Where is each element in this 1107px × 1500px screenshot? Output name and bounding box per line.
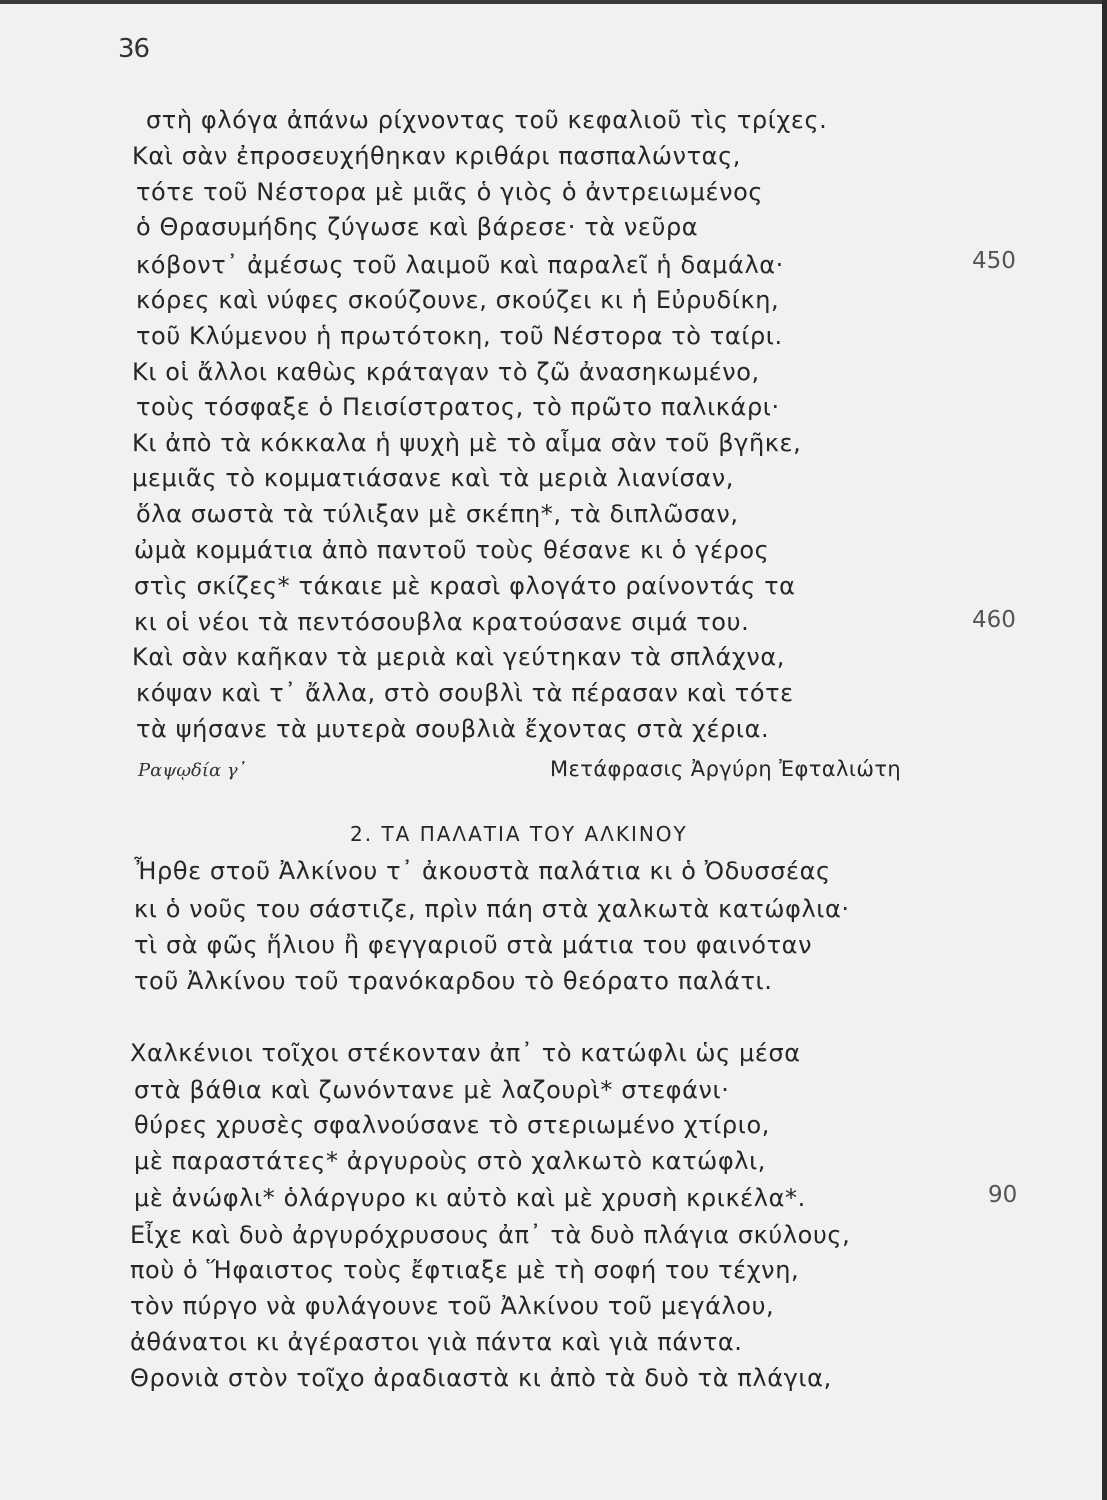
verse-line: κι ὁ νοῦς του σάστιζε, πρὶν πάη στὰ χαλκωτὰ κατώφλια· xyxy=(134,895,850,923)
verse-line: Κι οἱ ἄλλοι καθὼς κράταγαν τὸ ζῶ ἀνασηκωμένο, xyxy=(132,358,760,386)
verse-line: Χαλκένιοι τοῖχοι στέκονταν ἀπ᾽ τὸ κατώφλι ὡς μέσα xyxy=(130,1039,801,1067)
verse-line: ὠμὰ κομμάτια ἀπὸ παντοῦ τοὺς θέσανε κι ὁ γέρος xyxy=(134,536,770,564)
page-number: 36 xyxy=(118,34,150,64)
verse-line: Κι ἀπὸ τὰ κόκκαλα ἡ ψυχὴ μὲ τὸ αἷμα σὰν τοῦ βγῆκε, xyxy=(132,429,802,457)
translator-credit: Μετάφρασις Ἀργύρη Ἐφταλιώτη xyxy=(550,757,902,781)
verse-line: τοῦ Ἀλκίνου τοῦ τρανόκαρδου τὸ θεόρατο παλάτι. xyxy=(134,967,773,995)
section-heading: 2. ΤΑ ΠΑΛΑΤΙΑ ΤΟΥ ΑΛΚΙΝΟΥ xyxy=(350,822,688,846)
verse-line: τὸν πύργο νὰ φυλάγουνε τοῦ Ἀλκίνου τοῦ μεγάλου, xyxy=(130,1292,775,1320)
verse-line: κι οἱ νέοι τὰ πεντόσουβλα κρατούσανε σιμά του. xyxy=(134,608,750,636)
verse-line: Εἶχε καὶ δυὸ ἀργυρόχρυσους ἀπ᾽ τὰ δυὸ πλάγια σκύλους, xyxy=(130,1221,851,1249)
verse-line: στὴ φλόγα ἀπάνω ρίχνοντας τοῦ κεφαλιοῦ τὶς τρίχες. xyxy=(146,106,828,134)
verse-line: κόβοντ᾽ ἀμέσως τοῦ λαιμοῦ καὶ παραλεῖ ἡ δαμάλα· xyxy=(136,251,784,279)
line-number: 90 xyxy=(988,1182,1018,1208)
verse-line: τὰ ψήσανε τὰ μυτερὰ σουβλιὰ ἔχοντας στὰ χέρια. xyxy=(136,715,770,743)
verse-line: Ἦρθε στοῦ Ἀλκίνου τ᾽ ἀκουστὰ παλάτια κι ὁ Ὀδυσσέας xyxy=(134,857,831,885)
verse-line: μὲ παραστάτες* ἀργυροὺς στὸ χαλκωτὸ κατώφλι, xyxy=(134,1147,767,1175)
line-number: 460 xyxy=(972,607,1016,633)
verse-line: κόψαν καὶ τ᾽ ἄλλα, στὸ σουβλὶ τὰ πέρασαν καὶ τότε xyxy=(136,679,794,707)
verse-line: μεμιᾶς τὸ κομματιάσανε καὶ τὰ μεριὰ λιανίσαν, xyxy=(132,464,734,492)
verse-line: Θρονιὰ στὸν τοῖχο ἀραδιαστὰ κι ἀπὸ τὰ δυὸ τὰ πλάγια, xyxy=(130,1364,832,1392)
verse-line: Καὶ σὰν ἐπροσευχήθηκαν κριθάρι πασπαλώντας, xyxy=(132,142,741,170)
scan-top-edge xyxy=(0,0,1107,4)
verse-line: Καὶ σὰν καῆκαν τὰ μεριὰ καὶ γεύτηκαν τὰ σπλάχνα, xyxy=(132,643,786,671)
verse-line: ἀθάνατοι κι ἀγέραστοι γιὰ πάντα καὶ γιὰ πάντα. xyxy=(130,1328,743,1356)
verse-line: στὶς σκίζες* τάκαιε μὲ κρασὶ φλογάτο ραίνοντάς τα xyxy=(134,572,796,600)
verse-line: ὅλα σωστὰ τὰ τύλιξαν μὲ σκέπη*, τὰ διπλῶσαν, xyxy=(136,500,739,528)
verse-line: τοὺς τόσφαξε ὁ Πεισίστρατος, τὸ πρῶτο παλικάρι· xyxy=(136,393,780,421)
verse-line: στὰ βάθια καὶ ζωνόντανε μὲ λαζουρὶ* στεφάνι· xyxy=(134,1076,730,1104)
line-number: 450 xyxy=(972,248,1016,274)
verse-line: τὶ σὰ φῶς ἥλιου ἢ φεγγαριοῦ στὰ μάτια του φαινόταν xyxy=(134,931,813,959)
rhapsody-label: Ραψῳδία γ᾽ xyxy=(138,760,247,781)
verse-line: ποὺ ὁ Ἥφαιστος τοὺς ἔφτιαξε μὲ τὴ σοφή του τέχνη, xyxy=(130,1256,800,1284)
verse-line: θύρες χρυσὲς σφαλνούσανε τὸ στεριωμένο χτίριο, xyxy=(134,1111,770,1139)
scan-right-edge xyxy=(1102,0,1107,1500)
verse-line: κόρες καὶ νύφες σκούζουνε, σκούζει κι ἡ Εὐρυδίκη, xyxy=(136,286,780,314)
verse-line: τότε τοῦ Νέστορα μὲ μιᾶς ὁ γιὸς ὁ ἀντρειωμένος xyxy=(136,178,764,206)
verse-line: μὲ ἀνώφλι* ὁλάργυρο κι αὐτὸ καὶ μὲ χρυσὴ κρικέλα*. xyxy=(134,1184,806,1212)
verse-line: τοῦ Κλύμενου ἡ πρωτότοκη, τοῦ Νέστορα τὸ ταίρι. xyxy=(136,322,783,350)
verse-line: ὁ Θρασυμήδης ζύγωσε καὶ βάρεσε· τὰ νεῦρα xyxy=(136,213,699,241)
